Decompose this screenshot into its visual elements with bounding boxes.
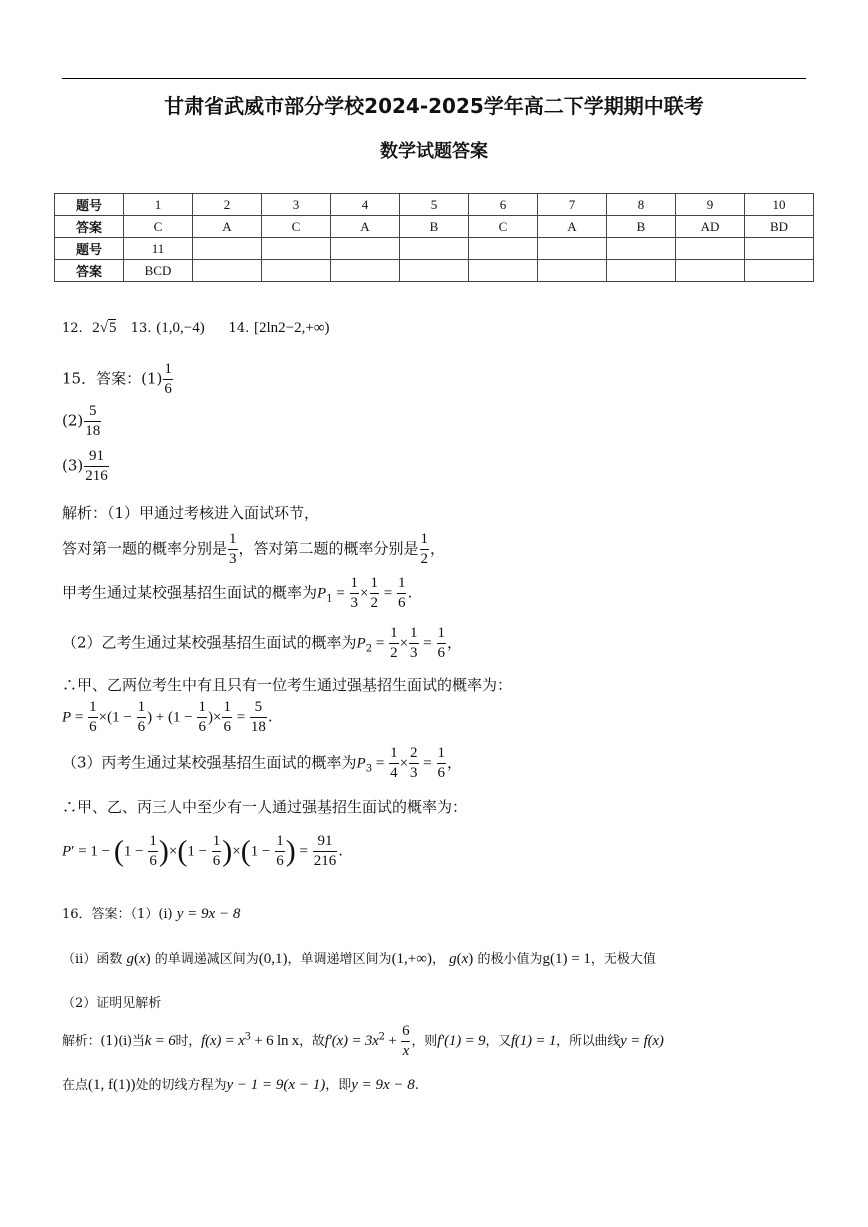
table-cell [676, 260, 745, 282]
row-label: 答案 [55, 260, 124, 282]
table-cell [607, 238, 676, 260]
document-title: 甘肃省武威市部分学校2024-2025学年高二下学期期中联考 [164, 94, 704, 118]
table-cell: AD [676, 216, 745, 238]
table-cell: C [469, 216, 538, 238]
q14-answer: [2ln2−2,+∞) [254, 320, 330, 336]
q15-solution-line: ∴甲、乙、丙三人中至少有一人通过强基招生面试的概率为： [62, 798, 468, 816]
table-cell [607, 260, 676, 282]
table-cell: A [193, 216, 262, 238]
table-cell: 10 [745, 194, 814, 216]
q15-solution-line: 解析：（1）甲通过考核进入面试环节， [62, 504, 320, 522]
table-cell: BCD [124, 260, 193, 282]
table-cell: 6 [469, 194, 538, 216]
table-row [55, 260, 814, 282]
q15-answer-3 [62, 449, 110, 484]
table-cell [400, 260, 469, 282]
table-cell [745, 238, 814, 260]
part-label: (3) [62, 456, 84, 475]
q15-solution-line: P′ = 1 − (1 − $\frac{1}{6}$ )×(1 − $\frac{1}{6}$ )×(1 − $\frac{1}{6}$ ) = $\frac{91}{216}$ . [62, 833, 343, 869]
q15-solution-line: 答对第一题的概率分别是 $\frac{1}{3}$ ，答对第二题的概率分别是 $\frac{1}{2}$ ， [62, 531, 446, 567]
table-cell [331, 260, 400, 282]
fraction: $\frac{5}{18}$ [85, 403, 101, 439]
table-cell: 8 [607, 194, 676, 216]
table-cell [745, 260, 814, 282]
row-label: 答案 [55, 216, 124, 238]
document-subtitle: 数学试题答案 [380, 141, 488, 162]
table-cell: B [607, 216, 676, 238]
part-label: (2) [62, 411, 84, 430]
fraction: $\frac{1}{6}$ [164, 361, 172, 397]
q15-solution-line: P = $\frac{1}{6}$ ×(1 − $\frac{1}{6}$ ) + (1 − $\frac{1}{6}$ )× $\frac{1}{6}$ = $\frac{5}{18}$ . [62, 699, 273, 735]
q15-answer-label: 15．答案：(1) [62, 369, 163, 388]
q12-coef: 2 [92, 320, 100, 336]
q13-answer: (1,0,−4) [156, 320, 205, 336]
table-row [55, 194, 814, 216]
table-cell: BD [745, 216, 814, 238]
q16-answer-line: （ii）函数 g(x) 的单调递减区间为(0,1)，单调递增区间为(1,+∞)， g(x) 的极小值为g(1) = 1，无极大值 [62, 951, 656, 967]
fill-in-answers: 12. 2√5 13. (1,0,−4) 14. [2ln2−2,+∞) [62, 320, 330, 336]
table-cell: 5 [400, 194, 469, 216]
table-cell [331, 238, 400, 260]
table-cell [469, 260, 538, 282]
table-cell [676, 238, 745, 260]
table-cell: 11 [124, 238, 193, 260]
row-label: 题号 [55, 194, 124, 216]
q16-solution-line: 解析：(1)(i)当k = 6时，$f(x) = x^3 + 6$ ln x，故$f'(x) = 3x^2$ + $\frac{6}{x}$ ，则f′(1) = 9，又f(1) = 1，所以曲线y = f(x) [62, 1023, 664, 1059]
answer-table [54, 193, 814, 282]
q15-solution-line: 甲考生通过某校强基招生面试的概率为$P_1$ = $\frac{1}{3}$ × $\frac{1}{2}$ = $\frac{1}{6}$ . [62, 575, 413, 611]
q16-answer-line: 16．答案：（1）(i) y = 9x − 8 [62, 906, 241, 922]
q14-label: 14. [228, 321, 250, 336]
header-rule [62, 78, 806, 79]
q15-answer-line [62, 362, 174, 397]
table-cell [469, 238, 538, 260]
table-cell [262, 238, 331, 260]
table-cell: 3 [262, 194, 331, 216]
q12-label: 12. [62, 321, 83, 336]
q15-solution-line: ∴甲、乙两位考生中有且只有一位考生通过强基招生面试的概率为： [62, 676, 513, 694]
table-cell: C [124, 216, 193, 238]
table-cell [538, 260, 607, 282]
table-cell: A [331, 216, 400, 238]
q15-solution-line: （3）丙考生通过某校强基招生面试的概率为$P_3$ = $\frac{1}{4}$ × $\frac{2}{3}$ = $\frac{1}{6}$ ， [62, 745, 463, 781]
table-row [55, 216, 814, 238]
table-cell [193, 238, 262, 260]
table-cell [262, 260, 331, 282]
row-label: 题号 [55, 238, 124, 260]
q15-answer-2 [62, 404, 102, 439]
table-cell [193, 260, 262, 282]
q12-radicand: 5 [108, 320, 117, 336]
table-row [55, 238, 814, 260]
table-cell [538, 238, 607, 260]
table-cell: C [262, 216, 331, 238]
fraction: $\frac{91}{216}$ [85, 448, 108, 484]
q16-solution-line: 在点(1, f(1))处的切线方程为y − 1 = 9(x − 1)，即y = 9x − 8. [62, 1077, 419, 1093]
table-cell: 9 [676, 194, 745, 216]
table-cell: 1 [124, 194, 193, 216]
table-cell: A [538, 216, 607, 238]
table-cell: B [400, 216, 469, 238]
table-cell: 7 [538, 194, 607, 216]
table-cell: 2 [193, 194, 262, 216]
table-cell: 4 [331, 194, 400, 216]
table-cell [400, 238, 469, 260]
q16-answer-line: （2）证明见解析 [62, 996, 162, 1011]
q13-label: 13. [130, 321, 152, 336]
q15-solution-line: （2）乙考生通过某校强基招生面试的概率为$P_2$ = $\frac{1}{2}$ × $\frac{1}{3}$ = $\frac{1}{6}$ ， [62, 625, 463, 661]
